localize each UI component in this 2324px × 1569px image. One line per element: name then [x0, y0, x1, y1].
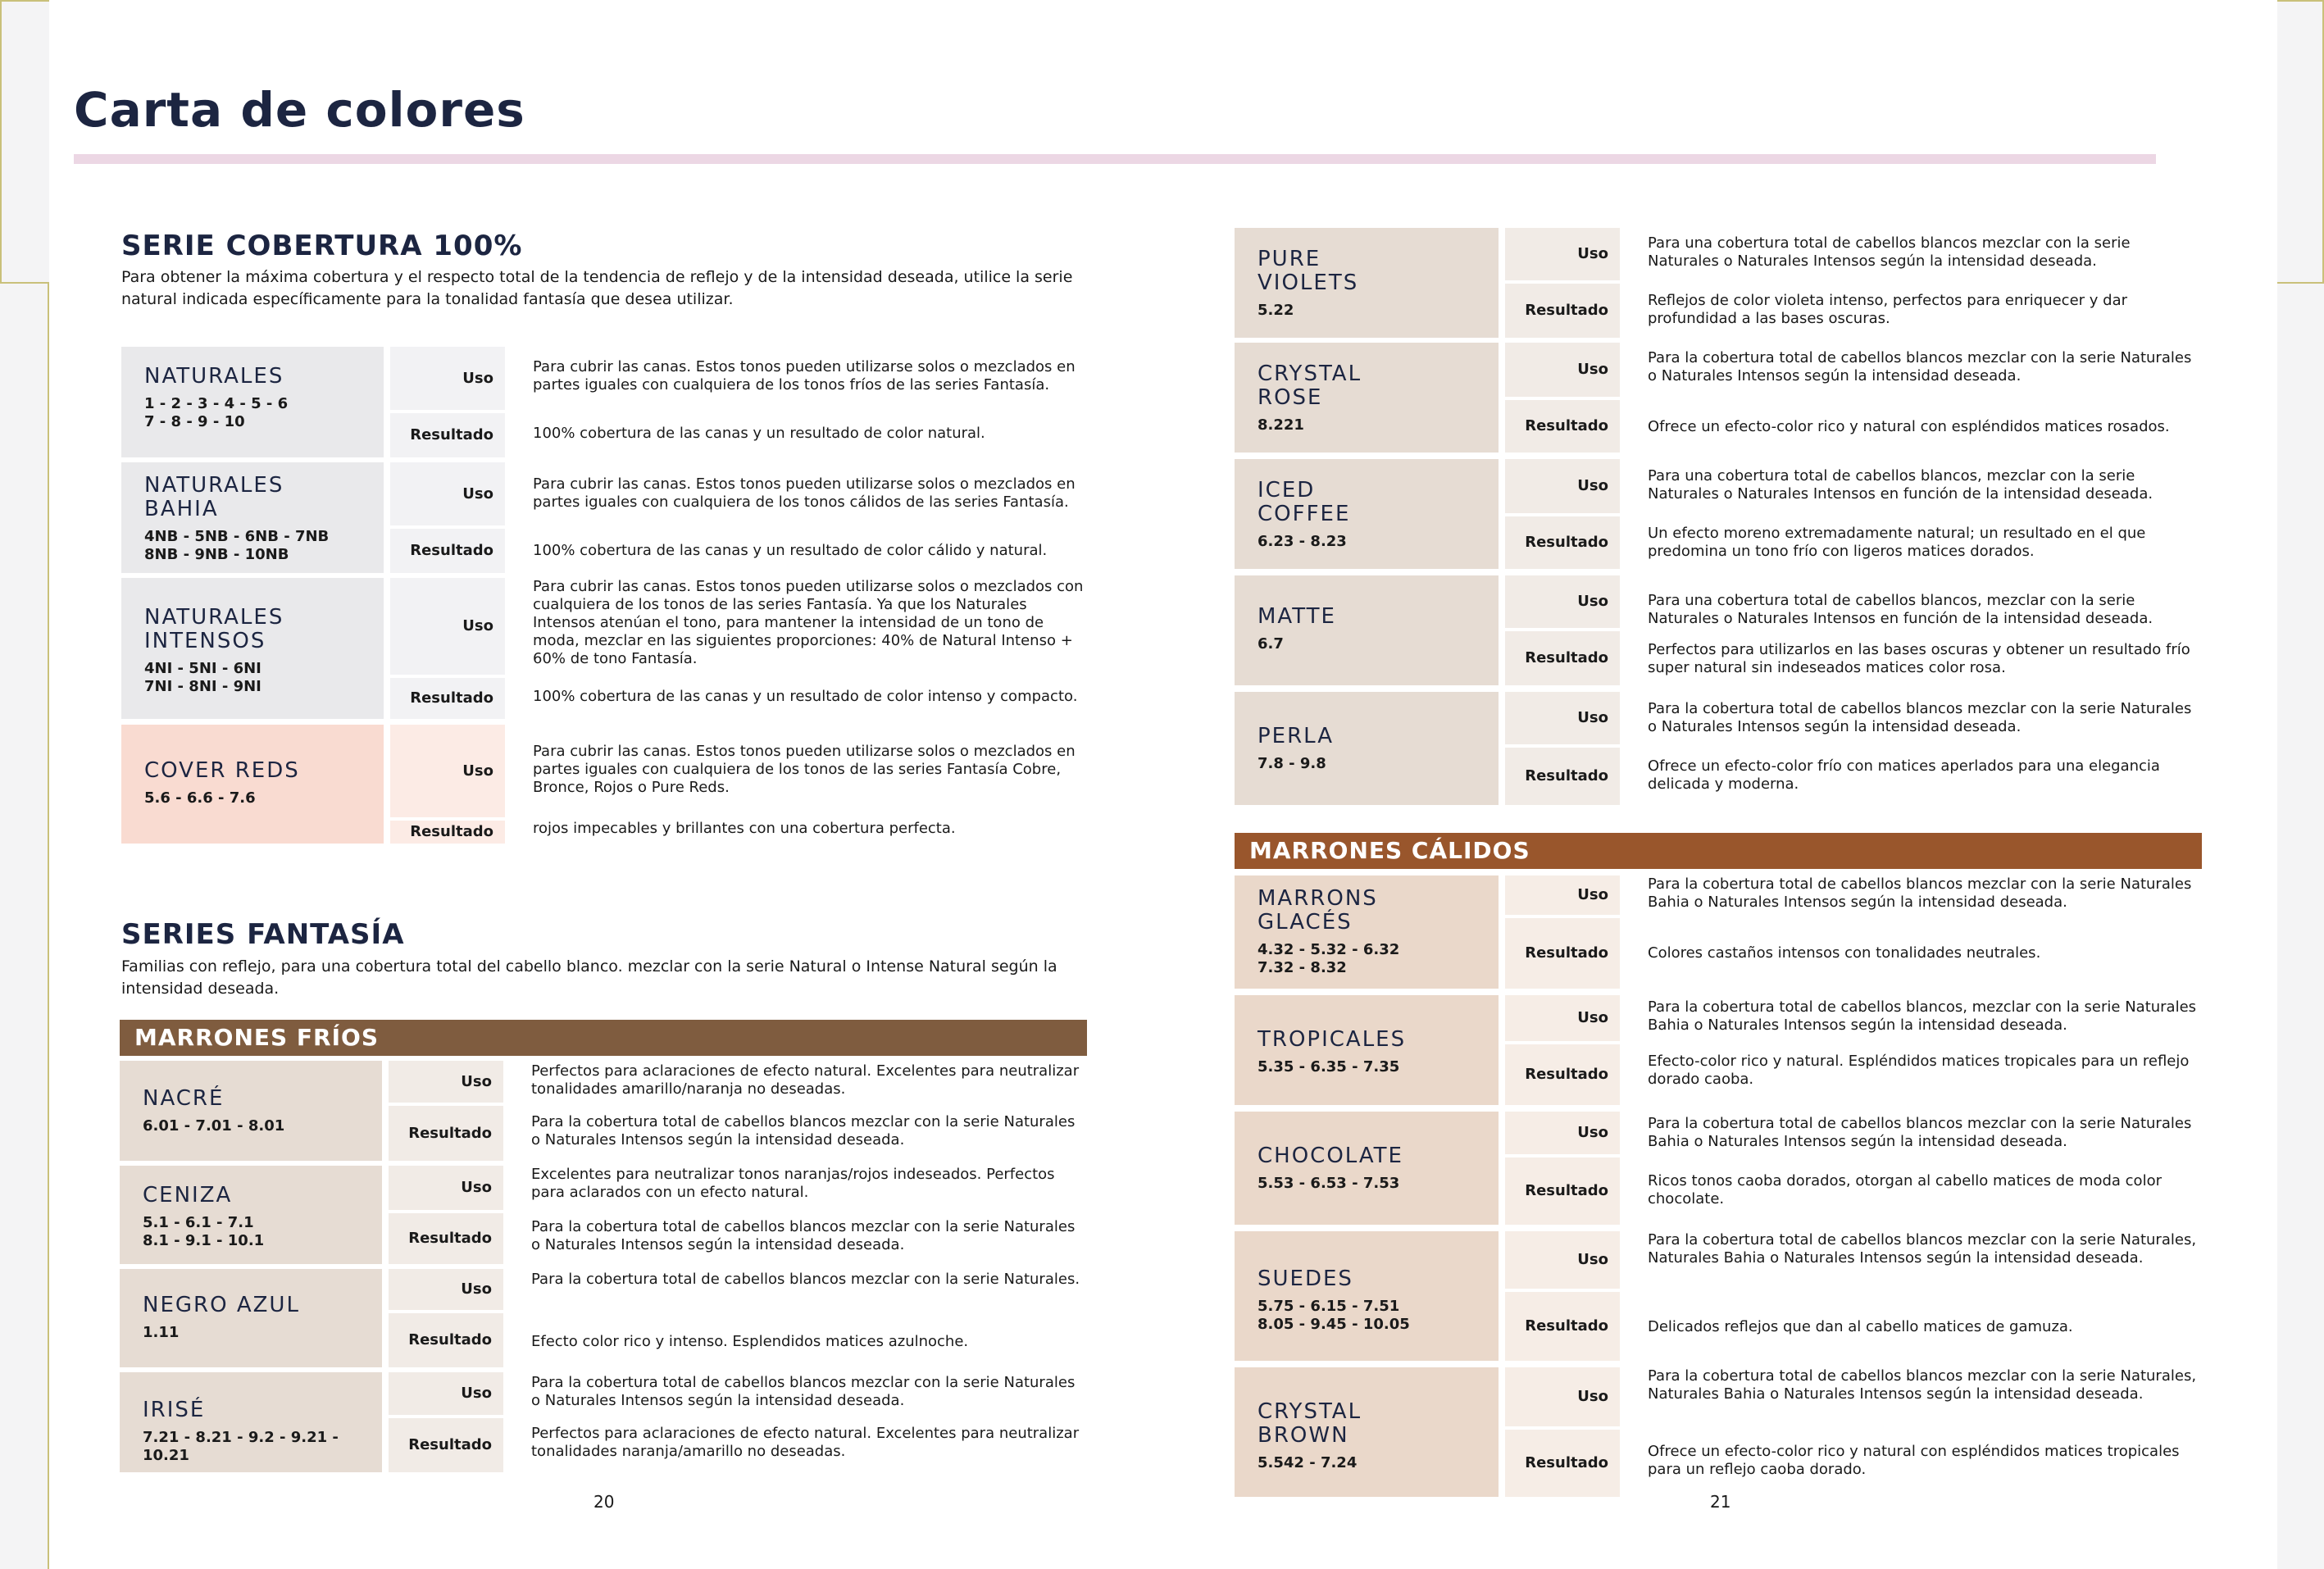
shade-name-box: [120, 1269, 382, 1367]
shade-name: SUEDES: [1258, 1267, 1353, 1291]
resultado-label: Resultado: [1505, 1292, 1620, 1361]
resultado-description: Perfectos para aclaraciones de efecto natural. Excelentes para neutralizar tonalidades naranja/amarillo no deseadas.: [531, 1425, 1080, 1460]
shade-codes: 4NI - 5NI - 6NI 7NI - 8NI - 9NI: [144, 660, 262, 695]
uso-description: Para la cobertura total de cabellos blancos mezclar con la serie Naturales.: [531, 1271, 1080, 1288]
shade-name: CHOCOLATE: [1258, 1144, 1403, 1168]
shade-codes: 6.7: [1258, 635, 1284, 653]
color-row: [1235, 343, 2202, 453]
shade-codes: 6.01 - 7.01 - 8.01: [143, 1117, 285, 1135]
resultado-label: Resultado: [389, 1106, 503, 1161]
shade-name: TROPICALES: [1258, 1027, 1407, 1052]
shade-name-box: [1235, 995, 1499, 1105]
shade-name: CRYSTAL BROWN: [1258, 1399, 1362, 1448]
frame-line-right-step: [2275, 282, 2324, 284]
uso-description: Para una cobertura total de cabellos blancos, mezclar con la serie Naturales o Naturales Intensos en función de la intensidad deseada.: [1648, 592, 2153, 627]
shade-name-box: [120, 1372, 382, 1472]
frame-line-left-step: [0, 282, 49, 284]
resultado-description: 100% cobertura de las canas y un resultado de color cálido y natural.: [533, 542, 1048, 559]
uso-label: Uso: [1505, 575, 1620, 628]
uso-label: Uso: [390, 462, 505, 525]
color-row: [1235, 1367, 2202, 1497]
resultado-description: Ofrece un efecto-color rico y natural con espléndidos matices rosados.: [1648, 418, 2170, 435]
color-row: [1235, 228, 2202, 338]
shade-name: COVER REDS: [144, 758, 300, 783]
uso-label: Uso: [1505, 1367, 1620, 1426]
shade-codes: 5.75 - 6.15 - 7.51 8.05 - 9.45 - 10.05: [1258, 1298, 1410, 1333]
page-title: Carta de colores: [74, 82, 525, 138]
uso-description: Para la cobertura total de cabellos blancos mezclar con la serie Naturales o Naturales Intensos según la intensidad deseada.: [531, 1374, 1076, 1409]
resultado-description: Delicados reflejos que dan al cabello matices de gamuza.: [1648, 1318, 2073, 1335]
shade-codes: 4NB - 5NB - 6NB - 7NB 8NB - 9NB - 10NB: [144, 528, 330, 563]
shade-name-box: [1235, 1112, 1499, 1225]
shade-name: CRYSTAL ROSE: [1258, 362, 1362, 410]
color-row: [121, 578, 1089, 719]
resultado-description: Efecto color rico y intenso. Esplendidos matices azulnoche.: [531, 1333, 969, 1350]
resultado-label: Resultado: [1505, 918, 1620, 989]
color-row: [1235, 1231, 2202, 1361]
color-row: [120, 1061, 1087, 1161]
uso-description: Para la cobertura total de cabellos blancos mezclar con la serie Naturales Bahia o Naturales Intensos según la intensidad deseada.: [1648, 1115, 2192, 1150]
uso-description: Para una cobertura total de cabellos blancos mezclar con la serie Naturales o Naturales Intensos según la intensidad deseada.: [1648, 234, 2131, 270]
shade-name-box: [120, 1061, 382, 1161]
shade-name-box: [1235, 875, 1499, 989]
uso-label: Uso: [390, 578, 505, 675]
shade-name: NATURALES INTENSOS: [144, 605, 284, 653]
uso-label: Uso: [1505, 692, 1620, 744]
uso-label: Uso: [1505, 1112, 1620, 1154]
resultado-description: Efecto-color rico y natural. Espléndidos matices tropicales para un reflejo dorado caoba.: [1648, 1053, 2190, 1088]
resultado-label: Resultado: [1505, 1430, 1620, 1497]
uso-label: Uso: [389, 1166, 503, 1210]
shade-codes: 5.1 - 6.1 - 7.1 8.1 - 9.1 - 10.1: [143, 1214, 265, 1249]
resultado-label: Resultado: [390, 529, 505, 573]
resultado-description: Ofrece un efecto-color rico y natural con espléndidos matices tropicales para un reflejo caoba dorado.: [1648, 1443, 2180, 1478]
color-row: [1235, 575, 2202, 685]
resultado-label: Resultado: [389, 1213, 503, 1264]
uso-label: Uso: [1505, 343, 1620, 397]
uso-description: Para la cobertura total de cabellos blancos mezclar con la serie Naturales, Naturales Bahia o Naturales Intensos según la intensidad deseada.: [1648, 1367, 2197, 1403]
resultado-description: rojos impecables y brillantes con una cobertura perfecta.: [533, 820, 956, 837]
uso-description: Para la cobertura total de cabellos blancos mezclar con la serie Naturales o Naturales Intensos según la intensidad deseada.: [1648, 349, 2192, 384]
shade-name: PERLA: [1258, 724, 1335, 748]
shade-name-box: [121, 725, 384, 844]
uso-description: Para cubrir las canas. Estos tonos pueden utilizarse solos o mezclados en partes iguales con cualquiera de los tonos de las series Fantasía Cobre, Bronce, Rojos o Pure Reds.: [533, 743, 1076, 796]
resultado-description: Un efecto moreno extremadamente natural; un resultado en el que predomina un tono frío con ligeros matices dorados.: [1648, 525, 2146, 560]
shade-name-box: [121, 462, 384, 573]
shade-name: CENIZA: [143, 1183, 233, 1207]
uso-description: Para cubrir las canas. Estos tonos pueden utilizarse solos o mezclados en partes iguales con cualquiera de los tonos fríos de las series Fantasía.: [533, 358, 1076, 393]
shade-name-box: [1235, 692, 1499, 805]
marrones-frios-band: MARRONES FRÍOS: [120, 1020, 1087, 1056]
shade-codes: 6.23 - 8.23: [1258, 533, 1347, 550]
resultado-description: Para la cobertura total de cabellos blancos mezclar con la serie Naturales o Naturales Intensos según la intensidad deseada.: [531, 1218, 1076, 1253]
resultado-description: 100% cobertura de las canas y un resultado de color natural.: [533, 425, 985, 442]
uso-description: Para la cobertura total de cabellos blancos mezclar con la serie Naturales o Naturales Intensos según la intensidad deseada.: [1648, 700, 2192, 735]
series-fantasia-intro: Familias con reflejo, para una cobertura total del cabello blanco. mezclar con la serie Natural o Intense Natural según la intensidad deseada.: [121, 957, 1057, 998]
resultado-label: Resultado: [390, 821, 505, 844]
frame-line-top-right: [2275, 0, 2324, 2]
shade-codes: 5.22: [1258, 302, 1294, 319]
shade-codes: 1 - 2 - 3 - 4 - 5 - 6 7 - 8 - 9 - 10: [144, 395, 289, 430]
uso-description: Para la cobertura total de cabellos blancos mezclar con la serie Naturales Bahia o Naturales Intensos según la intensidad deseada.: [1648, 875, 2192, 911]
resultado-label: Resultado: [1505, 1044, 1620, 1105]
shade-name-box: [1235, 228, 1499, 338]
title-rule: [74, 154, 2156, 164]
resultado-description: Para la cobertura total de cabellos blancos mezclar con la serie Naturales o Naturales Intensos según la intensidad deseada.: [531, 1113, 1076, 1148]
color-row: [1235, 875, 2202, 989]
uso-label: Uso: [389, 1372, 503, 1415]
uso-description: Para la cobertura total de cabellos blancos, mezclar con la serie Naturales Bahia o Naturales Intensos según la intensidad deseada.: [1648, 998, 2197, 1034]
resultado-label: Resultado: [1505, 631, 1620, 685]
uso-description: Para la cobertura total de cabellos blancos mezclar con la serie Naturales, Naturales Bahia o Naturales Intensos según la intensidad deseada.: [1648, 1231, 2197, 1267]
color-row: [1235, 692, 2202, 805]
shade-name: PURE VIOLETS: [1258, 247, 1359, 295]
shade-name: MARRONS GLACÉS: [1258, 886, 1378, 935]
shade-codes: 4.32 - 5.32 - 6.32 7.32 - 8.32: [1258, 941, 1400, 976]
resultado-description: Reflejos de color violeta intenso, perfectos para enriquecer y dar profundidad a las bases oscuras.: [1648, 292, 2127, 327]
resultado-label: Resultado: [1505, 284, 1620, 338]
shade-name-box: [121, 347, 384, 457]
shade-name-box: [1235, 1231, 1499, 1361]
shade-name: NATURALES: [144, 364, 284, 389]
shade-name: NACRÉ: [143, 1086, 225, 1111]
shade-name-box: [120, 1166, 382, 1264]
serie-cobertura-intro: Para obtener la máxima cobertura y el respecto total de la tendencia de reflejo y de la intensidad deseada, utilice la serie natural indicada específicamente para la tonalidad fantasía que desea utilizar.: [121, 268, 1073, 308]
shade-name: NEGRO AZUL: [143, 1293, 300, 1317]
resultado-label: Resultado: [390, 413, 505, 457]
uso-description: Para cubrir las canas. Estos tonos pueden utilizarse solos o mezclados con cualquiera de los tonos de las series Fantasía. Ya que los Naturales Intensos atenúan el tono, para mantener la intensidad de un tono de moda, mezclar en las siguientes proporciones: 40% de Natural Intenso + 60% de tono Fantasía.: [533, 578, 1084, 667]
resultado-label: Resultado: [389, 1313, 503, 1367]
shade-name: MATTE: [1258, 604, 1336, 629]
uso-description: Perfectos para aclaraciones de efecto natural. Excelentes para neutralizar tonalidades amarillo/naranja no deseadas.: [531, 1062, 1080, 1098]
shade-codes: 7.8 - 9.8: [1258, 755, 1326, 772]
serie-cobertura-heading: SERIE COBERTURA 100%: [121, 230, 523, 262]
resultado-label: Resultado: [390, 678, 505, 719]
shade-name-box: [1235, 343, 1499, 453]
color-row: [120, 1166, 1087, 1264]
resultado-description: Ricos tonos caoba dorados, otorgan al cabello matices de moda color chocolate.: [1648, 1172, 2162, 1207]
uso-label: Uso: [390, 347, 505, 410]
uso-description: Excelentes para neutralizar tonos naranjas/rojos indeseados. Perfectos para aclarados con un efecto natural.: [531, 1166, 1055, 1201]
uso-description: Para una cobertura total de cabellos blancos, mezclar con la serie Naturales o Naturales Intensos en función de la intensidad deseada.: [1648, 467, 2153, 503]
uso-label: Uso: [1505, 875, 1620, 915]
color-row: [120, 1269, 1087, 1367]
shade-name-box: [1235, 459, 1499, 569]
shade-codes: 5.53 - 6.53 - 7.53: [1258, 1175, 1400, 1192]
color-row: [121, 725, 1089, 844]
page-number-left: 20: [594, 1492, 615, 1512]
resultado-description: 100% cobertura de las canas y un resultado de color intenso y compacto.: [533, 688, 1078, 705]
color-row: [121, 462, 1089, 573]
uso-label: Uso: [390, 725, 505, 817]
uso-description: Para cubrir las canas. Estos tonos pueden utilizarse solos o mezclados en partes iguales con cualquiera de los tonos cálidos de las series Fantasía.: [533, 475, 1076, 511]
shade-name-box: [1235, 575, 1499, 685]
frame-line-left-vertical: [0, 0, 2, 284]
resultado-label: Resultado: [1505, 748, 1620, 805]
marrones-calidos-band: MARRONES CÁLIDOS: [1235, 833, 2202, 869]
shade-name: NATURALES BAHIA: [144, 473, 284, 521]
resultado-description: Perfectos para utilizarlos en las bases oscuras y obtener un resultado frío super natural sin indeseados matices color rosa.: [1648, 641, 2190, 676]
series-fantasia-heading: SERIES FANTASÍA: [121, 918, 405, 951]
shade-codes: 5.6 - 6.6 - 7.6: [144, 789, 256, 807]
color-row: [1235, 995, 2202, 1105]
shade-codes: 5.542 - 7.24: [1258, 1454, 1358, 1471]
uso-label: Uso: [1505, 1231, 1620, 1289]
shade-codes: 7.21 - 8.21 - 9.2 - 9.21 - 10.21: [143, 1429, 339, 1464]
resultado-label: Resultado: [389, 1418, 503, 1472]
resultado-label: Resultado: [1505, 1157, 1620, 1225]
shade-name-box: [1235, 1367, 1499, 1497]
shade-name: IRISÉ: [143, 1398, 206, 1422]
uso-label: Uso: [389, 1269, 503, 1310]
shade-codes: 8.221: [1258, 416, 1304, 434]
uso-label: Uso: [1505, 995, 1620, 1041]
resultado-label: Resultado: [1505, 400, 1620, 453]
shade-name-box: [121, 578, 384, 719]
color-row: [1235, 1112, 2202, 1225]
shade-name: ICED COFFEE: [1258, 478, 1351, 526]
resultado-label: Resultado: [1505, 516, 1620, 569]
shade-codes: 5.35 - 6.35 - 7.35: [1258, 1058, 1400, 1076]
color-row: [1235, 459, 2202, 569]
uso-label: Uso: [1505, 228, 1620, 280]
uso-label: Uso: [1505, 459, 1620, 513]
shade-codes: 1.11: [143, 1324, 180, 1341]
frame-line-top-left: [0, 0, 49, 2]
page-number-right: 21: [1710, 1492, 1731, 1512]
resultado-description: Ofrece un efecto-color frío con matices aperlados para una elegancia delicada y moderna.: [1648, 757, 2160, 793]
uso-label: Uso: [389, 1061, 503, 1103]
resultado-description: Colores castaños intensos con tonalidades neutrales.: [1648, 944, 2041, 962]
color-row: [121, 347, 1089, 457]
color-row: [120, 1372, 1087, 1472]
